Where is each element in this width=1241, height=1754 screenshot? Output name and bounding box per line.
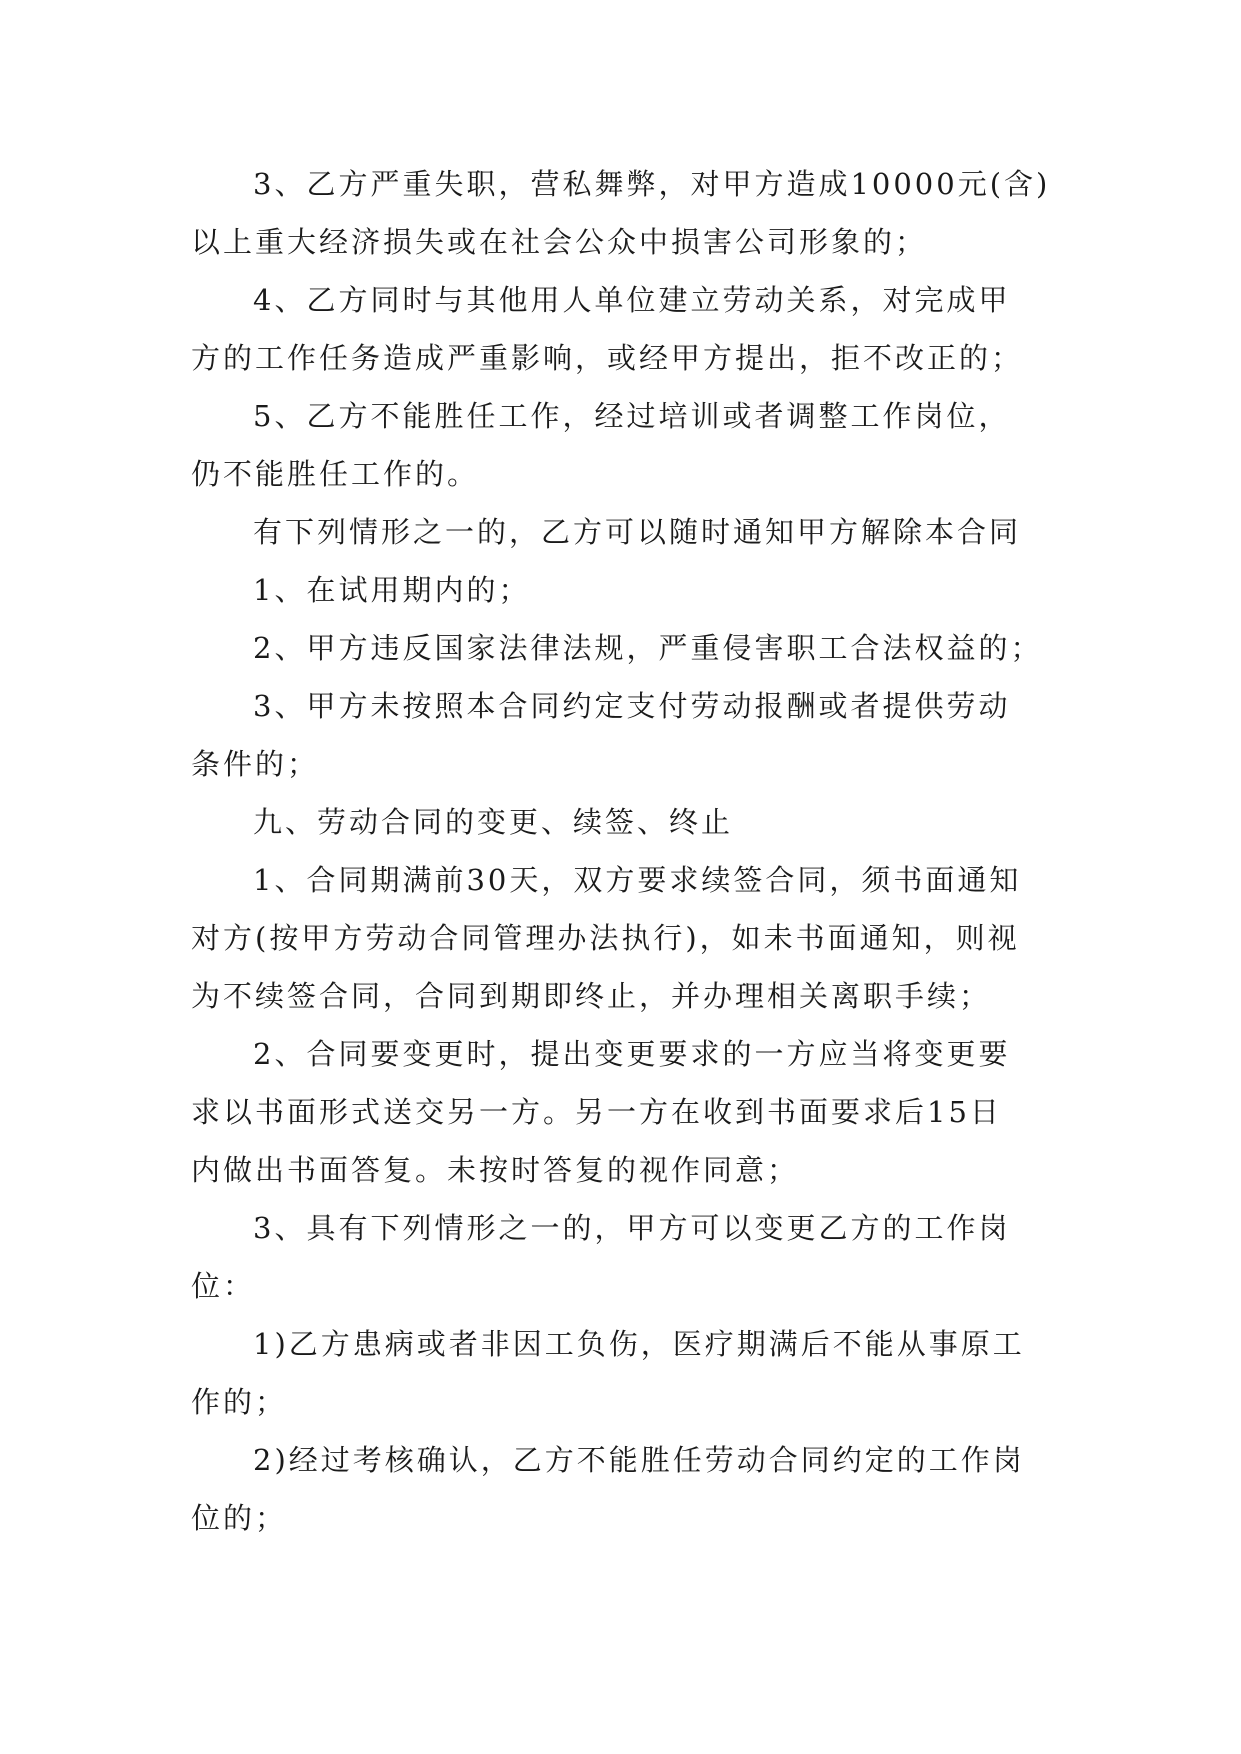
text-line: 5、乙方不能胜任工作，经过培训或者调整工作岗位，: [253, 399, 1011, 433]
text-line: 4、乙方同时与其他用人单位建立劳动关系，对完成甲: [253, 283, 1011, 317]
text-line: 3、甲方未按照本合同约定支付劳动报酬或者提供劳动: [253, 689, 1011, 723]
text-line: 九、劳动合同的变更、续签、终止: [253, 805, 734, 839]
document-body: [191, 155, 1051, 1547]
text-line: 2、甲方违反国家法律法规，严重侵害职工合法权益的；: [253, 631, 1043, 665]
text-line: 内做出书面答复。未按时答复的视作同意；: [191, 1153, 800, 1187]
text-line: 2、合同要变更时，提出变更要求的一方应当将变更要: [253, 1037, 1011, 1071]
text-line: 为不续签合同，合同到期即终止，并办理相关离职手续；: [191, 979, 992, 1013]
text-line: 3、乙方严重失职，营私舞弊，对甲方造成10000元(含): [253, 167, 1051, 201]
text-line: 位的；: [191, 1501, 288, 1535]
text-line: 1、在试用期内的；: [253, 573, 531, 607]
text-line: 仍不能胜任工作的。: [191, 457, 480, 491]
text-line: 1)乙方患病或者非因工负伤，医疗期满后不能从事原工: [253, 1327, 1025, 1361]
text-line: 2)经过考核确认，乙方不能胜任劳动合同约定的工作岗: [253, 1443, 1025, 1477]
text-line: 有下列情形之一的，乙方可以随时通知甲方解除本合同: [253, 515, 1022, 549]
text-line: 1、合同期满前30天，双方要求续签合同，须书面通知: [253, 863, 1022, 897]
text-line: 条件的；: [191, 747, 320, 781]
text-line: 3、具有下列情形之一的，甲方可以变更乙方的工作岗: [253, 1211, 1011, 1245]
text-line: 方的工作任务造成严重影响，或经甲方提出，拒不改正的；: [191, 341, 1024, 375]
text-line: 以上重大经济损失或在社会公众中损害公司形象的；: [191, 225, 928, 259]
text-line: 位：: [191, 1269, 256, 1303]
text-line: 求以书面形式送交另一方。另一方在收到书面要求后15日: [191, 1095, 1002, 1129]
text-line: 对方(按甲方劳动合同管理办法执行)，如未书面通知，则视: [191, 921, 1020, 955]
text-line: 作的；: [191, 1385, 288, 1419]
